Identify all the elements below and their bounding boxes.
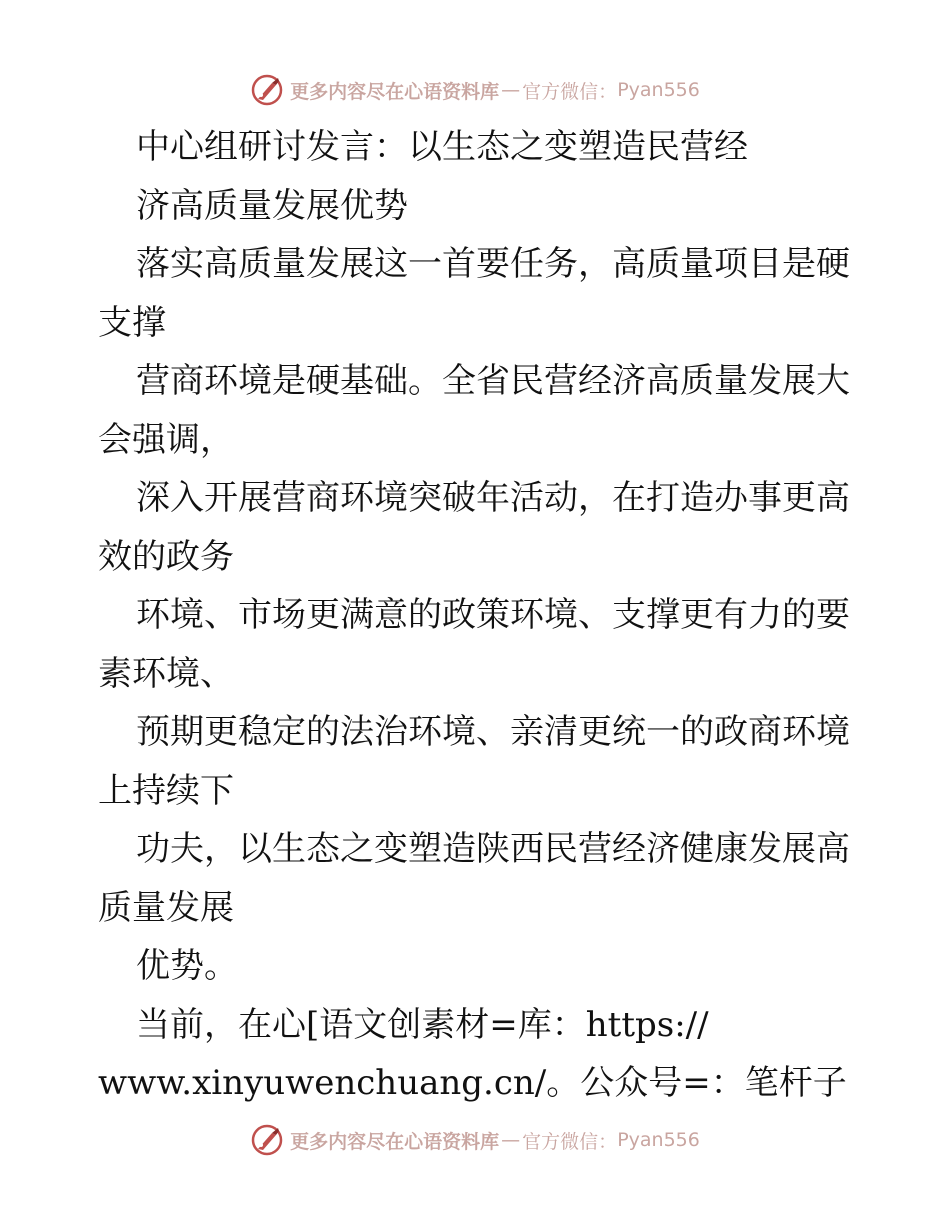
paragraph-line: 素环境、 xyxy=(98,653,234,694)
footer-wechat-label: 官方微信： xyxy=(522,1130,618,1153)
paragraph-line: 会强调， xyxy=(98,419,234,460)
paragraph-line: 当前，在心[语文创素材=库：https:// xyxy=(136,1004,709,1045)
header-separator: — xyxy=(501,79,521,101)
footer-wechat-id: Pyan556 xyxy=(617,1129,700,1151)
footer-banner xyxy=(0,1120,950,1160)
footer-promo-text: 更多内容尽在心语资料库 xyxy=(290,1130,500,1153)
paragraph-line: 预期更稳定的法治环境、亲清更统一的政商环境 xyxy=(136,712,850,752)
paragraph-line: 效的政务 xyxy=(98,536,234,577)
footer-separator: — xyxy=(501,1129,521,1151)
quill-pen-logo-icon xyxy=(250,1123,284,1157)
paragraph-line: 优势。 xyxy=(136,946,238,986)
paragraph-line-url: www.xinyuwenchuang.cn/。公众号=：笔杆子 xyxy=(98,1063,847,1103)
paragraph-line: 支撑 xyxy=(98,302,166,343)
paragraph-line: 深入开展营商环境突破年活动，在打造办事更高 xyxy=(136,478,850,518)
paragraph-line: 落实高质量发展这一首要任务，高质量项目是硬 xyxy=(136,244,850,284)
paragraph-line: 质量发展 xyxy=(98,887,234,928)
document-body xyxy=(98,118,858,1113)
document-title-line-2: 济高质量发展优势 xyxy=(136,185,408,226)
header-banner xyxy=(0,70,950,110)
quill-pen-logo-icon xyxy=(250,73,284,107)
header-wechat-id: Pyan556 xyxy=(617,79,700,101)
paragraph-line: 上持续下 xyxy=(98,770,234,811)
header-wechat-label: 官方微信： xyxy=(522,80,618,103)
document-title-line-1: 中心组研讨发言：以生态之变塑造民营经 xyxy=(136,127,748,167)
header-promo-text: 更多内容尽在心语资料库 xyxy=(290,80,500,103)
paragraph-line: 功夫，以生态之变塑造陕西民营经济健康发展高 xyxy=(136,829,850,869)
paragraph-line: 营商环境是硬基础。全省民营经济高质量发展大 xyxy=(136,361,850,401)
paragraph-line: 环境、市场更满意的政策环境、支撑更有力的要 xyxy=(136,595,850,635)
